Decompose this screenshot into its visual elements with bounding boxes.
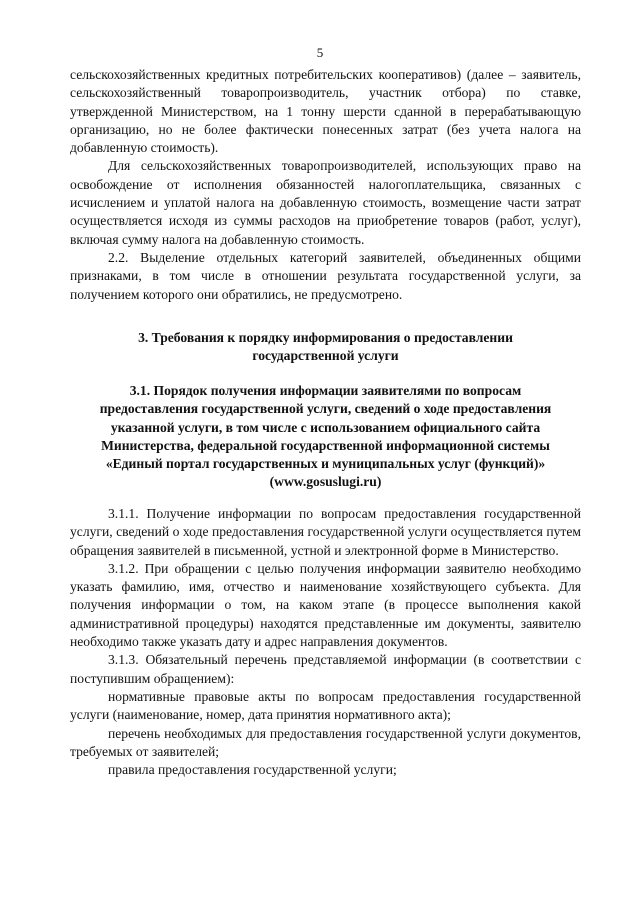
section-heading-line2: государственной услуги [252,348,399,364]
intro-text-block [70,66,581,304]
subsection-heading-line3: указанной услуги, в том числе с использованием официального сайта [110,419,541,435]
page-number: 5 [316,45,324,60]
list-item-required-documents: перечень необходимых для предоставления государственной услуги документов, требуемых от заявителей; [70,725,581,759]
intro-paragraph-continuation: сельскохозяйственных кредитных потребительских кооперативов) (далее – заявитель, сельскохозяйственный товаропроизводитель, участник отбора) по ставке, утвержденной Министерством, на 1 тонну шерсти сданной в перерабатывающую организацию, но не более фактически понесенных затрат (без учета налога на добавленную стоимость). [70,67,581,156]
subsection-heading-line5: «Единый портал государственных и муниципальных услуг (функций)» [105,456,546,472]
paragraph-3-1-3: 3.1.3. Обязательный перечень представляемой информации (в соответствии с поступившим обращением): [70,652,581,686]
subsection-heading-line2: предоставления государственной услуги, сведений о ходе предоставления [99,401,552,417]
list-item-normative-acts: нормативные правовые акты по вопросам предоставления государственной услуги (наименование, номер, дата принятия нормативного акта); [70,688,581,723]
subsection-heading-line4: Министерства, федеральной государственной информационной системы [101,437,550,453]
paragraph-3-1-2: 3.1.2. При обращении с целью получения информации заявителю необходимо указать фамилию, имя, отчество и наименование хозяйствующего субъекта. Для получения информации о том, на каком этапе (в процессе выполнения какой административной процедуры) находятся представленные им документы, заявителю необходимо также указать дату и адрес направления документов. [70,560,581,650]
intro-paragraph-vat-exemption: Для сельскохозяйственных товаропроизводителей, использующих право на освобождение от исполнения обязанностей налогоплательщика, связанных с исчислением и уплатой налога на добавленную стоимость, возмещение части затрат осуществляется исходя из суммы расходов на приобретение товаров (работ, услуг), включая сумму налога на добавленную стоимость. [70,158,581,247]
subsection-heading [70,382,581,492]
subsection-heading-line1: 3.1. Порядок получения информации заявителями по вопросам [129,383,522,398]
subsection-heading-line6: (www.gosuslugi.ru) [269,474,382,490]
section-text-block [70,505,581,779]
section-heading [70,329,581,366]
paragraph-3-1-1: 3.1.1. Получение информации по вопросам предоставления государственной услуги, сведений о ходе предоставления государственной услуги осуществляется путем обращения заявителей в письменной, устной и электронной форме в Министерство. [70,506,581,558]
intro-paragraph-2-2: 2.2. Выделение отдельных категорий заявителей, объединенных общими признаками, в том числе в отношении результата государственной услуги, за получением которого они обратились, не предусмотрено. [70,249,581,302]
list-item-service-rules: правила предоставления государственной услуги; [108,762,397,778]
section-heading-line1: 3. Требования к порядку информирования о предоставлении [138,330,513,345]
